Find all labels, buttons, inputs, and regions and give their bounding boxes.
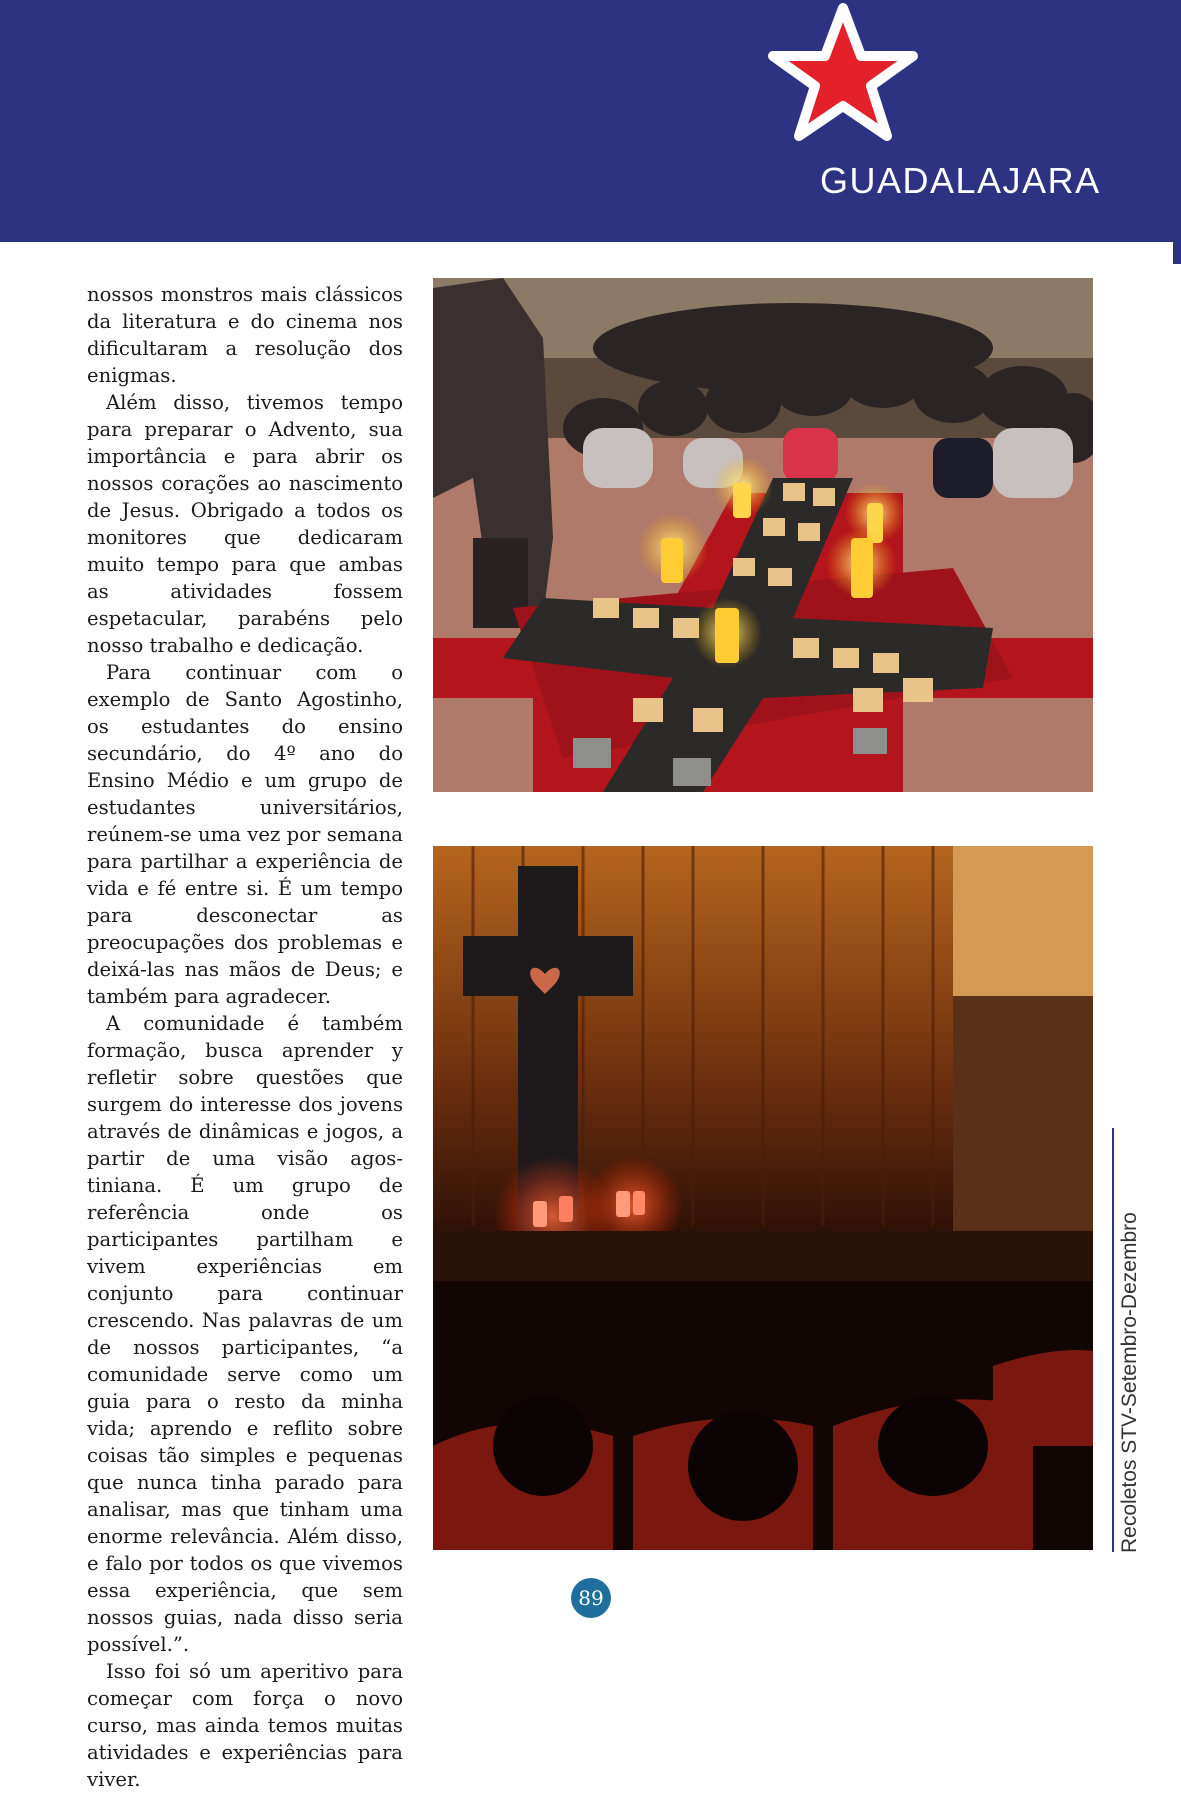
paragraph-2: Além disso, tivemos tempo para preparar o Advento, sua importância e para abrir os nossos corações ao nascimento de Jesus. Obrigado a todos os monitores que dedicaram muito tempo para que ambas as atividades fossem espetacular, parabéns pelo nosso trabalho e dedicação.	[87, 391, 403, 657]
paragraph-5: Isso foi só um aperitivo para começar com força o novo curso, mas ainda temos muitas atividades e experiências para viver.	[87, 1660, 403, 1791]
paragraph-1: nossos monstros mais clássicos da literatura e do cinema nos dificultaram a resolução dos enigmas.	[87, 283, 403, 387]
publication-name: Recoletos STV-Setembro-Dezembro	[1118, 1212, 1141, 1553]
paragraph-4: A comunidade é também formação, busca aprender y refletir sobre questões que surgem do interesse dos jovens através de dinâmicas e jogos, a partir de uma visão agostiniana. É um grupo de referência onde os participantes partilham e vivem experiências em conjunto para continuar crescendo. Nas palavras de um de nossos participantes, “a comunidade serve como um guia para o resto da minha vida; aprendo e reflito sobre coisas tão simples e pequenas que nunca tinha parado para analisar, mas que tinham uma enorme relevância. Além disso, e falo por todos os que vivemos essa experiência, que sem nossos guias, nada disso seria possível.”.	[87, 1012, 403, 1656]
page-number-badge: 89	[571, 1578, 611, 1618]
photo-stage-cross	[433, 846, 1093, 1550]
section-title: GUADALAJARA	[820, 160, 1101, 201]
sidebar-divider	[1112, 1128, 1114, 1552]
header-edge-bar	[1173, 242, 1181, 264]
star-icon	[763, 0, 923, 150]
article-body	[87, 281, 403, 1793]
header-band	[0, 0, 1181, 242]
paragraph-3: Para continuar com o exemplo de Santo Agostinho, os estudantes do ensino secundário, do 4º ano do Ensino Médio e um grupo de estudantes universitários, reúnem-se uma vez por semana para partilhar a experiência de vida e fé entre si. É um tempo para desconectar as preocupações dos problemas e deixá-las nas mãos de Deus; e também para agradecer.	[87, 661, 403, 1008]
photo-group-prayer	[433, 278, 1093, 792]
